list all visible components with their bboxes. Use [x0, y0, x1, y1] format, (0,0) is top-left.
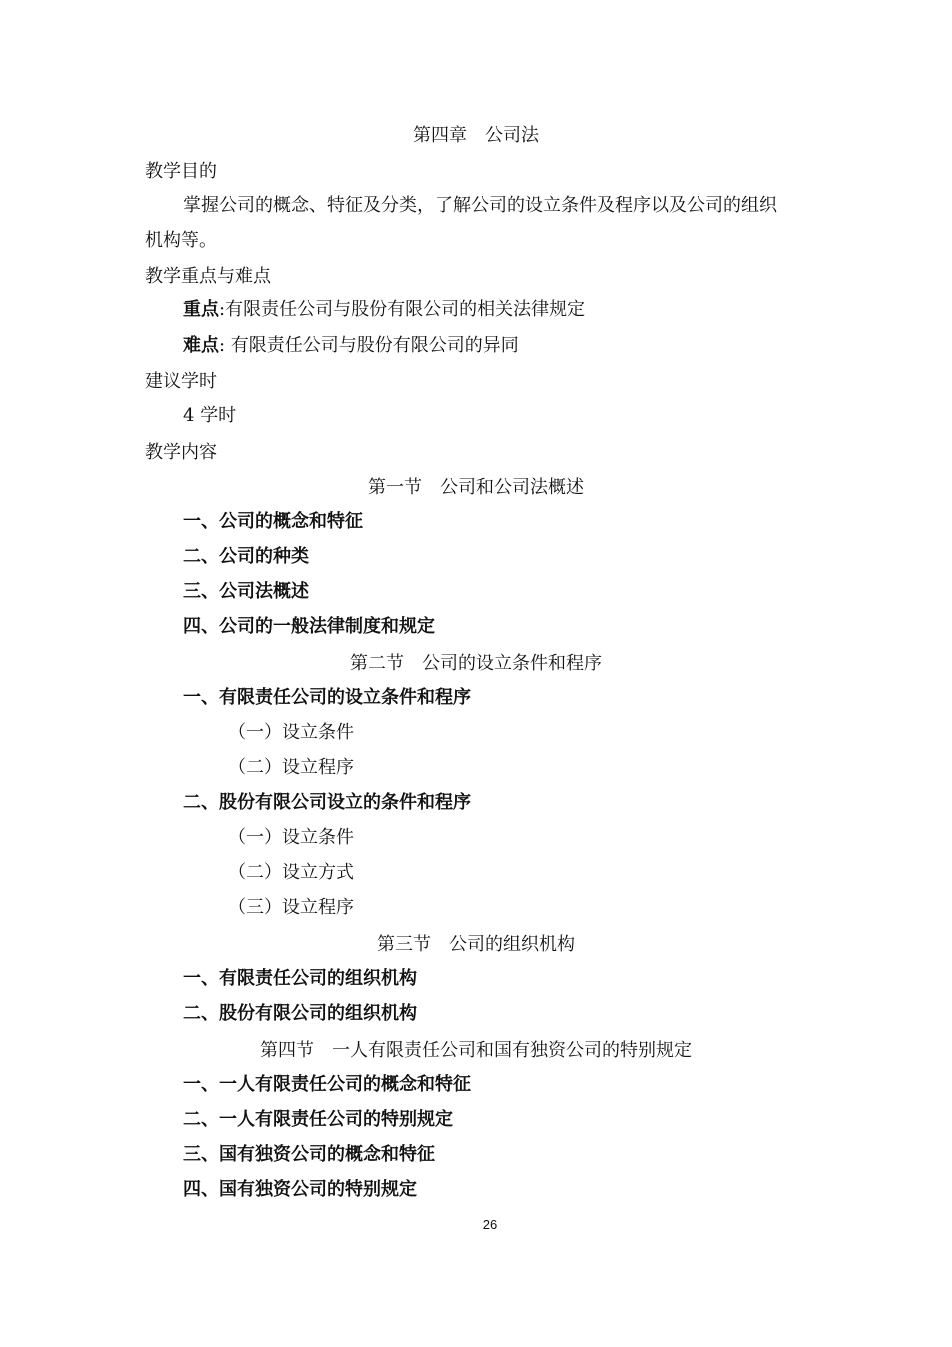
- content-heading: 教学内容: [145, 442, 217, 463]
- chapter-title: 第四章 公司法: [413, 125, 539, 146]
- key-point-text: :有限责任公司与股份有限公司的相关法律规定: [219, 299, 586, 320]
- section4-item: 三、国有独资公司的概念和特征: [183, 1144, 435, 1165]
- section1-item: 三、公司法概述: [183, 581, 309, 602]
- section2-subitem: （一）设立条件: [228, 827, 354, 848]
- objective-text-line1: 掌握公司的概念、特征及分类，了解公司的设立条件及程序以及公司的组织: [183, 195, 777, 216]
- page-number: 26: [482, 1217, 498, 1232]
- section2-subitem: （一）设立条件: [228, 722, 354, 743]
- section3-item: 二、股份有限公司的组织机构: [183, 1003, 417, 1024]
- key-point-label: 重点: [183, 299, 219, 320]
- section4-item: 一、一人有限责任公司的概念和特征: [183, 1074, 471, 1095]
- section1-item: 四、公司的一般法律制度和规定: [183, 616, 435, 637]
- section3-title: 第三节 公司的组织机构: [377, 934, 575, 955]
- key-point-line: [183, 298, 585, 322]
- section1-item: 一、公司的概念和特征: [183, 511, 363, 532]
- section4-item: 四、国有独资公司的特别规定: [183, 1179, 417, 1200]
- section2-item: 二、股份有限公司设立的条件和程序: [183, 792, 471, 813]
- section2-title: 第二节 公司的设立条件和程序: [350, 653, 602, 674]
- section2-subitem: （二）设立程序: [228, 757, 354, 778]
- section2-item: 一、有限责任公司的设立条件和程序: [183, 687, 471, 708]
- section1-title: 第一节 公司和公司法概述: [368, 477, 584, 498]
- section1-item: 二、公司的种类: [183, 546, 309, 567]
- section2-subitem: （二）设立方式: [228, 862, 354, 883]
- difficult-point-text: : 有限责任公司与股份有限公司的异同: [219, 335, 519, 356]
- objective-heading: 教学目的: [145, 161, 217, 182]
- objective-text-line2: 机构等。: [145, 230, 217, 251]
- section2-subitem: （三）设立程序: [228, 897, 354, 918]
- hours-heading: 建议学时: [145, 371, 217, 392]
- section4-title: 第四节 一人有限责任公司和国有独资公司的特别规定: [260, 1040, 692, 1061]
- section3-item: 一、有限责任公司的组织机构: [183, 968, 417, 989]
- key-points-heading: 教学重点与难点: [145, 266, 271, 287]
- difficult-point-line: [183, 334, 519, 358]
- section4-item: 二、一人有限责任公司的特别规定: [183, 1109, 453, 1130]
- hours-value: 4 学时: [183, 405, 237, 426]
- difficult-point-label: 难点: [183, 335, 219, 356]
